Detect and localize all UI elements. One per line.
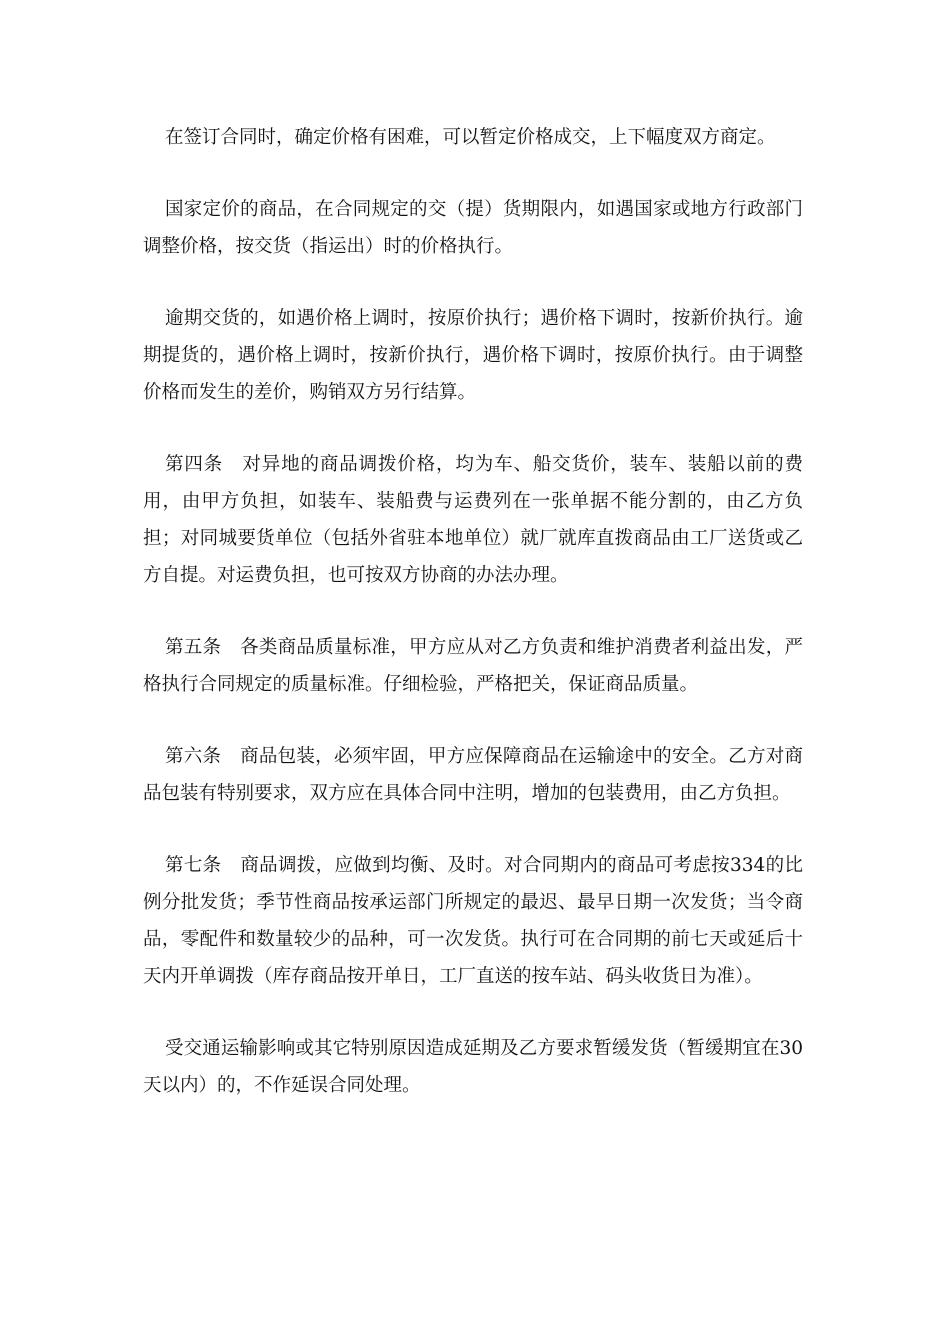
paragraph-article-5: 第五条 各类商品质量标准，甲方应从对乙方负责和维护消费者利益出发，严格执行合同规定的质量标准。仔细检验，严格把关，保证商品质量。 [143,637,803,695]
paragraph-article-4: 第四条 对异地的商品调拨价格，均为车、船交货价，装车、装船以前的费用，由甲方负担，如装车、装船费与运费列在一张单据不能分割的，由乙方负担；对同城要货单位（包括外省驻本地单位）就厂就库直拨商品由工厂送货或乙方自提。对运费负担，也可按双方协商的办法办理。 [143,454,803,586]
paragraph-overdue-delivery: 逾期交货的，如遇价格上调时，按原价执行；遇价格下调时，按新价执行。逾期提货的，遇价格上调时，按新价执行，遇价格下调时，按原价执行。由于调整价格而发生的差价，购销双方另行结算。 [143,308,803,403]
document-body [143,119,803,1139]
paragraph-state-pricing: 国家定价的商品，在合同规定的交（提）货期限内，如遇国家或地方行政部门调整价格，按交货（指运出）时的价格执行。 [143,199,803,257]
paragraph-transport-delay: 受交通运输影响或其它特别原因造成延期及乙方要求暂缓发货（暂缓期宜在30天以内）的，不作延误合同处理。 [143,1038,803,1096]
paragraph-article-6: 第六条 商品包装，必须牢固，甲方应保障商品在运输途中的安全。乙方对商品包装有特别要求，双方应在具体合同中注明，增加的包装费用，由乙方负担。 [143,746,803,804]
paragraph-article-7: 第七条 商品调拨，应做到均衡、及时。对合同期内的商品可考虑按334的比例分批发货；季节性商品按承运部门所规定的最迟、最早日期一次发货；当令商品，零配件和数量较少的品种，可一次发货。执行可在合同期的前七天或延后十天内开单调拨（库存商品按开单日，工厂直送的按车站、码头收货日为准）。 [143,855,803,987]
paragraph-price-provisional: 在签订合同时，确定价格有困难，可以暂定价格成交，上下幅度双方商定。 [165,127,776,148]
